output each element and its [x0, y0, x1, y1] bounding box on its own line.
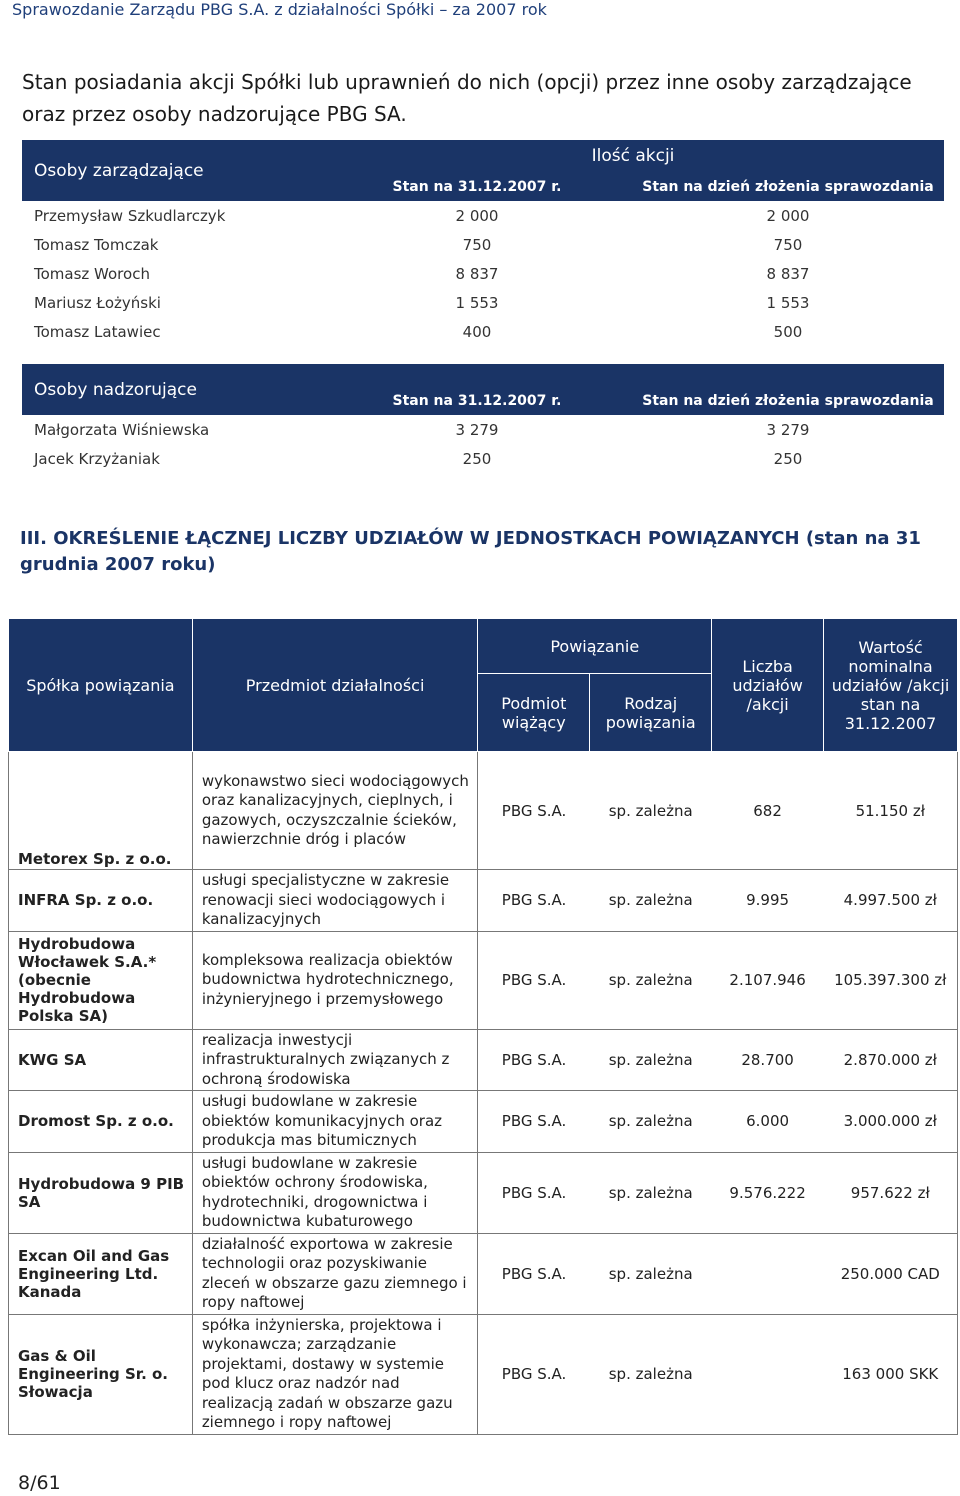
shareholder-name: Tomasz Tomczak [34, 235, 159, 254]
share-count: 2.107.946 [712, 931, 824, 1029]
col-date-header: Stan na 31.12.2007 r. [322, 172, 632, 201]
binding-entity: PBG S.A. [478, 1314, 590, 1434]
activity-desc: działalność exportowa w zakresie technologii oraz pozyskiwanie zleceń w obszarze gazu ziemnego i ropy naftowej [192, 1233, 478, 1314]
relation-type: sp. zależna [590, 1233, 712, 1314]
ilosc-akcji-header: Ilość akcji [322, 140, 944, 172]
shareholder-row [22, 259, 944, 288]
supervisory-title: Osoby nadzorujące [22, 364, 322, 415]
nominal-value: 3.000.000 zł [824, 1091, 958, 1153]
related-companies-table [8, 618, 958, 1435]
binding-entity: PBG S.A. [478, 1029, 590, 1091]
document-header: Sprawozdanie Zarządu PBG S.A. z działalności Spółki – za 2007 rok [12, 0, 547, 19]
nominal-value: 51.150 zł [824, 752, 958, 870]
shares-report-value: 3 279 [766, 420, 810, 439]
activity-desc: spółka inżynierska, projektowa i wykonawcza; zarządzanie projektami, dostawy w systemie pod klucz oraz nadzór nad realizacją zadań w obszarze gazu ziemnego i ropy naftowej [192, 1314, 478, 1434]
binding-entity: PBG S.A. [478, 1152, 590, 1233]
relation-type: sp. zależna [590, 752, 712, 870]
shares-report-value: 8 837 [766, 264, 810, 283]
activity-desc: kompleksowa realizacja obiektów budownictwa hydrotechnicznego, inżynieryjnego i przemysłowego [192, 931, 478, 1029]
activity-desc: usługi budowlane w zakresie obiektów komunikacyjnych oraz produkcja mas bitumicznych [192, 1091, 478, 1153]
company-name: Gas & Oil Engineering Sr. o. Słowacja [9, 1314, 193, 1434]
intro-paragraph: Stan posiadania akcji Spółki lub uprawnień do nich (opcji) przez inne osoby zarządzające oraz przez osoby nadzorujące PBG SA. [22, 70, 912, 126]
binding-entity: PBG S.A. [478, 1091, 590, 1153]
shares-report-value: 750 [773, 235, 803, 254]
col-date-header-2: Stan na 31.12.2007 r. [322, 386, 632, 415]
related-row [9, 752, 958, 870]
company-name: Hydrobudowa 9 PIB SA [9, 1152, 193, 1233]
activity-desc: wykonawstwo sieci wodociągowych oraz kanalizacyjnych, cieplnych, i gazowych, oczyszczalnie ścieków, nawierzchnie dróg i placów [192, 752, 478, 870]
binding-entity: PBG S.A. [478, 1233, 590, 1314]
shares-date-value: 8 837 [455, 264, 499, 283]
shares-date-value: 750 [462, 235, 492, 254]
shareholder-name: Małgorzata Wiśniewska [34, 420, 210, 439]
management-title: Osoby zarządzające [22, 140, 322, 201]
activity-desc: realizacja inwestycji infrastrukturalnych związanych z ochroną środowiska [192, 1029, 478, 1091]
supervisory-rows [22, 415, 944, 473]
related-row [9, 1233, 958, 1314]
shares-date-value: 1 553 [455, 293, 499, 312]
relation-type: sp. zależna [590, 931, 712, 1029]
nominal-value: 163 000 SKK [824, 1314, 958, 1434]
shares-date-value: 400 [462, 322, 492, 341]
shareholder-row [22, 230, 944, 259]
shares-table [22, 140, 944, 473]
hdr-company: Spółka powiązania [9, 619, 193, 752]
company-name: Excan Oil and Gas Engineering Ltd. Kanada [9, 1233, 193, 1314]
shareholder-name: Mariusz Łożyński [34, 293, 161, 312]
related-row [9, 931, 958, 1029]
shareholder-name: Jacek Krzyżaniak [34, 449, 160, 468]
hdr-activity: Przedmiot działalności [192, 619, 478, 752]
share-count: 682 [712, 752, 824, 870]
binding-entity: PBG S.A. [478, 870, 590, 932]
hdr-entity: Podmiot wiążący [478, 674, 590, 752]
relation-type: sp. zależna [590, 870, 712, 932]
company-name: Metorex Sp. z o.o. [9, 752, 193, 870]
shareholder-row [22, 444, 944, 473]
hdr-relation: Powiązanie [478, 619, 712, 674]
binding-entity: PBG S.A. [478, 931, 590, 1029]
shares-date-value: 250 [462, 449, 492, 468]
shares-date-value: 2 000 [455, 206, 499, 225]
shares-report-value: 250 [773, 449, 803, 468]
nominal-value: 250.000 CAD [824, 1233, 958, 1314]
shareholder-row [22, 201, 944, 230]
share-count: 6.000 [712, 1091, 824, 1153]
shareholder-row [22, 288, 944, 317]
binding-entity: PBG S.A. [478, 752, 590, 870]
management-rows [22, 201, 944, 346]
col-report-header: Stan na dzień złożenia sprawozdania [632, 172, 944, 201]
company-name: KWG SA [9, 1029, 193, 1091]
related-row [9, 1152, 958, 1233]
hdr-type: Rodzaj powiązania [590, 674, 712, 752]
related-row [9, 1314, 958, 1434]
nominal-value: 957.622 zł [824, 1152, 958, 1233]
page-number: 8/61 [18, 1472, 61, 1494]
nominal-value: 105.397.300 zł [824, 931, 958, 1029]
shareholder-row [22, 415, 944, 444]
shares-report-value: 2 000 [766, 206, 810, 225]
col-report-header-2: Stan na dzień złożenia sprawozdania [632, 386, 944, 415]
related-row [9, 1029, 958, 1091]
share-count [712, 1233, 824, 1314]
shareholder-name: Tomasz Latawiec [34, 322, 161, 341]
share-count: 9.995 [712, 870, 824, 932]
company-name: Dromost Sp. z o.o. [9, 1091, 193, 1153]
share-count: 9.576.222 [712, 1152, 824, 1233]
relation-type: sp. zależna [590, 1029, 712, 1091]
share-count: 28.700 [712, 1029, 824, 1091]
company-name: Hydrobudowa Włocławek S.A.* (obecnie Hydrobudowa Polska SA) [9, 931, 193, 1029]
section-title: III. OKREŚLENIE ŁĄCZNEJ LICZBY UDZIAŁÓW W JEDNOSTKACH POWIĄZANYCH (stan na 31 grudnia 2007 roku) [20, 528, 921, 575]
activity-desc: usługi budowlane w zakresie obiektów ochrony środowiska, hydrotechniki, drogownictwa i budownictwa kubaturowego [192, 1152, 478, 1233]
relation-type: sp. zależna [590, 1152, 712, 1233]
relation-type: sp. zależna [590, 1314, 712, 1434]
relation-type: sp. zależna [590, 1091, 712, 1153]
shares-report-value: 1 553 [766, 293, 810, 312]
nominal-value: 2.870.000 zł [824, 1029, 958, 1091]
related-rows [9, 752, 958, 1435]
related-row [9, 1091, 958, 1153]
nominal-value: 4.997.500 zł [824, 870, 958, 932]
shareholder-name: Tomasz Woroch [34, 264, 150, 283]
hdr-value: Wartość nominalna udziałów /akcji stan na 31.12.2007 [824, 619, 958, 752]
share-count [712, 1314, 824, 1434]
company-name: INFRA Sp. z o.o. [9, 870, 193, 932]
activity-desc: usługi specjalistyczne w zakresie renowacji sieci wodociągowych i kanalizacyjnych [192, 870, 478, 932]
shares-report-value: 500 [773, 322, 803, 341]
hdr-count: Liczba udziałów /akcji [712, 619, 824, 752]
shareholder-name: Przemysław Szkudlarczyk [34, 206, 226, 225]
related-row [9, 870, 958, 932]
shares-date-value: 3 279 [455, 420, 499, 439]
shareholder-row [22, 317, 944, 346]
